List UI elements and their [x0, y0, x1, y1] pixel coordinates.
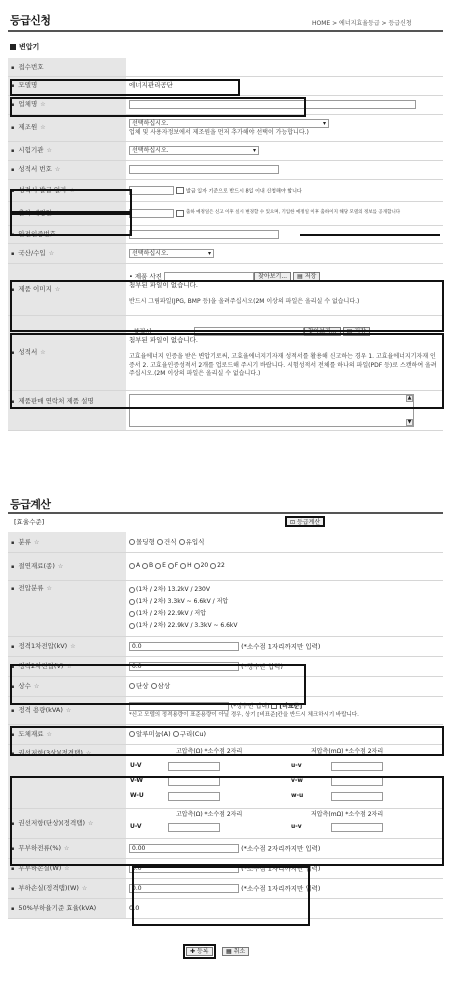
- photo-sub-label: • 제품 사진: [129, 272, 163, 281]
- conductor-label: ▪ 도체재료 ☆: [8, 724, 126, 744]
- radio-aluminum[interactable]: [129, 731, 135, 737]
- manufacturer-note: 업체 및 사용자정보에서 제조원을 먼저 추가해야 선택이 가능합니다.): [129, 128, 309, 136]
- save-button[interactable]: ▤ 저장: [293, 272, 320, 281]
- apply-form: [8, 58, 443, 431]
- title-rule: [8, 512, 443, 514]
- lv-single-input[interactable]: [331, 823, 383, 832]
- v1-note: (*소수점 1자리까지만 입력): [241, 642, 321, 650]
- register-button-frame: [183, 944, 216, 959]
- report-file-input[interactable]: [194, 327, 304, 336]
- safety-no-input[interactable]: [129, 230, 279, 239]
- eff50-label: ▪ 50%부하율기준 효율(kVA): [8, 898, 126, 918]
- load-loss-input[interactable]: 0.0: [129, 884, 239, 893]
- v2-note: (*정수만 입력): [241, 662, 283, 670]
- report-date-label: ▪ 성적서 발급 일자 ☆: [8, 179, 126, 201]
- calendar-icon[interactable]: [176, 210, 184, 217]
- photo-file-input[interactable]: [164, 272, 254, 281]
- radio-ins-f[interactable]: [168, 563, 174, 569]
- test-org-label: ▪ 시험기관 ☆: [8, 141, 126, 160]
- report-note: 고효율에너지 인증을 받은 변압기로써, 고효율에너지기자재 성적서를 활용해 신고하는 경우 1. 고효율에너지기자재 인증서 2. 고효율인증성적서 2개를 업로드해 주시기 바랍니다. 시험성적서 전체를 하나의 파일(PDF 등)로 스캔하여 올려주십시오.(2M 이상의 파일은 올리실 수 없습니다.): [129, 353, 437, 378]
- radio-dry[interactable]: [157, 539, 163, 545]
- report-label: ▪ 성적서 ☆: [8, 315, 126, 390]
- origin-label: ▪ 국산/수입 ☆: [8, 243, 126, 263]
- calendar-icon[interactable]: [176, 187, 184, 194]
- efficiency-section: [효율수준]: [14, 518, 45, 526]
- register-button[interactable]: ✚ 등록: [186, 947, 213, 956]
- radio-volt-3[interactable]: [129, 611, 135, 617]
- phase-label: ▪ 상수 ☆: [8, 676, 126, 696]
- square-bullet-icon: [10, 44, 16, 50]
- category-label: ▪ 분류 ☆: [8, 532, 126, 552]
- section-label: 변압기: [19, 43, 40, 51]
- hv-header: 고압측(Ω) *소수점 2자리: [176, 747, 243, 755]
- report-no-label: ▪ 성적서 번호 ☆: [8, 160, 126, 179]
- radio-volt-1[interactable]: [129, 587, 135, 593]
- noload-current-label: ▪ 무부하전류(%) ☆: [8, 838, 126, 858]
- scroll-up-icon[interactable]: ▲: [407, 394, 412, 401]
- manufacturer-select[interactable]: 선택하십시오. ▾: [129, 119, 329, 128]
- browse-button[interactable]: 찾아보기...: [254, 272, 291, 281]
- winding1-label: ▪ 권선저항(단상)(정격탭) ☆: [8, 808, 126, 838]
- winding3-label: ▪ 권선저항(3상)(정격탭) ☆: [8, 744, 126, 808]
- model-label: ▪ 모델명: [8, 76, 126, 95]
- nonstd-checkbox[interactable]: [271, 703, 277, 709]
- report-no-input[interactable]: [129, 165, 279, 174]
- hv-single-input[interactable]: [168, 823, 220, 832]
- origin-select[interactable]: 선택하십시오. ▾: [129, 249, 214, 258]
- radio-ins-e[interactable]: [155, 563, 161, 569]
- radio-oil[interactable]: [179, 539, 185, 545]
- radio-ins-a[interactable]: [129, 563, 135, 569]
- calc-form: ▪ 분류 ☆ 몰딩형 건식 유입식 ▪ 절연재료(종) ☆ A B E F H 20 22 ▪ 전압분류 ☆ (1차 / 2차) 13.2kV / 230V (1차 / 2차) 3.3kV ~ 6.6kV / 저압 (1차 / 2차) 22.9kV / 저압 (1차 / 2차) 22.9kV / 3.3kV ~ 6.6kV ▪ 정격1차전압(kV) ☆ 0.0 (*소수점 1자리까지만 입력) ▪ 정격2차전압(V) ☆ 0.0 (*정수만 입력) ▪ 상수 ☆ 단상 삼상 ▪ 정격 용량(kVA) ☆ (*정수만 입력) [비표준] *신고 모델의 정격용량이 표준용량이 아닐 경우, 상기 [비표준]칸을 반드시 체크하시기 바랍니다. ▪ 도체재료 ☆ 알루미늄(A) 구리(Cu) ▪ 권선저항(3상)(정격탭) ☆ 고압측(Ω) *소수점 2자리 저압측(mΩ) *소수점 2자리 U-V V-W W-U u-v v-w w-u ▪ 권선저항(단상)(정격탭) ☆ 고압측(Ω) *소수점 2자리 저압측(mΩ) *소수점 2자리 U-V u-v ▪ 무부하전류(%) ☆ 0.00 (*소수점 2자리까지만 입력) ▪ 무부하손실(W) ☆ 0.0 (*소수점 1자리까지만 입력) ▪ 부하손실(정격탭)(W) ☆ 0.0 (*소수점 1자리까지만 입력) ▪ 50%부하율기준 효율(kVA) 0.0: [8, 532, 443, 919]
- page-title-calc: 등급계산: [10, 498, 51, 511]
- radio-three-phase[interactable]: [151, 683, 157, 689]
- lv-wu-input[interactable]: [331, 792, 383, 801]
- v2-label: ▪ 정격2차전압(V) ☆: [8, 656, 126, 676]
- release-date-input[interactable]: [129, 209, 174, 218]
- radio-ins-20[interactable]: [194, 563, 200, 569]
- voltage-class-label: ▪ 전압분류 ☆: [8, 580, 126, 636]
- title-rule: [8, 30, 443, 32]
- lv-header: 저압측(mΩ) *소수점 2자리: [311, 747, 384, 755]
- lv-vw-input[interactable]: [331, 777, 383, 786]
- calc-grade-button[interactable]: ⊡ 등급계산: [285, 516, 325, 527]
- photo-label: ▪ 제품 이미지 ☆: [8, 263, 126, 315]
- cancel-button[interactable]: ▦ 취소: [222, 947, 249, 956]
- contact-label: ▪ 제품판매 연락처 제품 설명: [8, 390, 126, 430]
- radio-copper[interactable]: [173, 731, 179, 737]
- noload-loss-input[interactable]: 0.0: [129, 864, 239, 873]
- photo-none-text: 첨부된 파일이 없습니다.: [129, 281, 198, 290]
- hv-vw-input[interactable]: [168, 777, 220, 786]
- breadcrumb: HOME > 에너지효율등급 > 등급신청: [312, 20, 412, 27]
- report-sub-label: •성적서: [129, 327, 152, 336]
- test-org-select[interactable]: 선택하십시오. ▾: [129, 146, 259, 155]
- load-loss-label: ▪ 부하손실(정격탭)(W) ☆: [8, 878, 126, 898]
- release-date-label: ▪ 출하 예정일 ☆: [8, 201, 126, 225]
- reg-no-label: ▪ 접수번호: [8, 58, 126, 76]
- v2-input[interactable]: 0.0: [129, 662, 239, 671]
- safety-no-label: ▪ 안전인증번호: [8, 225, 126, 243]
- scroll-down-icon[interactable]: ▼: [407, 418, 412, 425]
- save-button[interactable]: ▤ 저장: [343, 327, 370, 336]
- radio-molding[interactable]: [129, 539, 135, 545]
- report-none-text: 첨부된 파일이 없습니다.: [129, 336, 198, 345]
- release-date-note: 출하 예정일은 신고 이후 실시 변경할 수 있으며, 기입한 예정일 이후 출하이지 해당 모델의 정보를 공개합니다: [186, 210, 401, 216]
- v1-label: ▪ 정격1차전압(kV) ☆: [8, 636, 126, 656]
- company-input[interactable]: [129, 100, 416, 109]
- hv-wu-input[interactable]: [168, 792, 220, 801]
- capacity-input[interactable]: [129, 702, 229, 711]
- eff50-value: 0.0: [126, 898, 443, 918]
- noload-loss-label: ▪ 무부하손실(W) ☆: [8, 858, 126, 878]
- radio-ins-22[interactable]: [210, 563, 216, 569]
- underline-mark: [300, 234, 440, 236]
- radio-ins-h[interactable]: [180, 563, 186, 569]
- report-date-input[interactable]: [129, 186, 174, 195]
- radio-single-phase[interactable]: [129, 683, 135, 689]
- radio-ins-b[interactable]: [142, 563, 148, 569]
- report-date-note: 발급 일자 기준으로 반드시 8일 이내 신청해야 합니다: [186, 188, 302, 194]
- browse-button[interactable]: 찾아보기...: [304, 327, 341, 336]
- company-label: ▪ 업체명 ☆: [8, 95, 126, 114]
- radio-volt-2[interactable]: [129, 599, 135, 605]
- page-title-apply: 등급신청: [10, 14, 51, 27]
- capacity-label: ▪ 정격 용량(kVA) ☆: [8, 696, 126, 724]
- radio-volt-4[interactable]: [129, 623, 135, 629]
- hv-uv-input[interactable]: [168, 762, 220, 771]
- model-value: 에너지관리공단: [126, 76, 443, 95]
- capacity-warning: *신고 모델의 정격용량이 표준용량이 아닐 경우, 상기 [비표준]칸을 반드시 체크하시기 바랍니다.: [129, 711, 359, 718]
- v1-input[interactable]: 0.0: [129, 642, 239, 651]
- insulation-label: ▪ 절연재료(종) ☆: [8, 552, 126, 580]
- contact-textarea[interactable]: [129, 394, 414, 427]
- lv-uv-input[interactable]: [331, 762, 383, 771]
- photo-note: 반드시 그림파일(JPG, BMP 등)을 올려주십시오(2M 이상의 파일은 올리실 수 없습니다.): [129, 298, 360, 306]
- manufacturer-label: ▪ 제조원 ☆: [8, 114, 126, 141]
- noload-current-input[interactable]: 0.00: [129, 844, 239, 853]
- section-header: [10, 42, 39, 52]
